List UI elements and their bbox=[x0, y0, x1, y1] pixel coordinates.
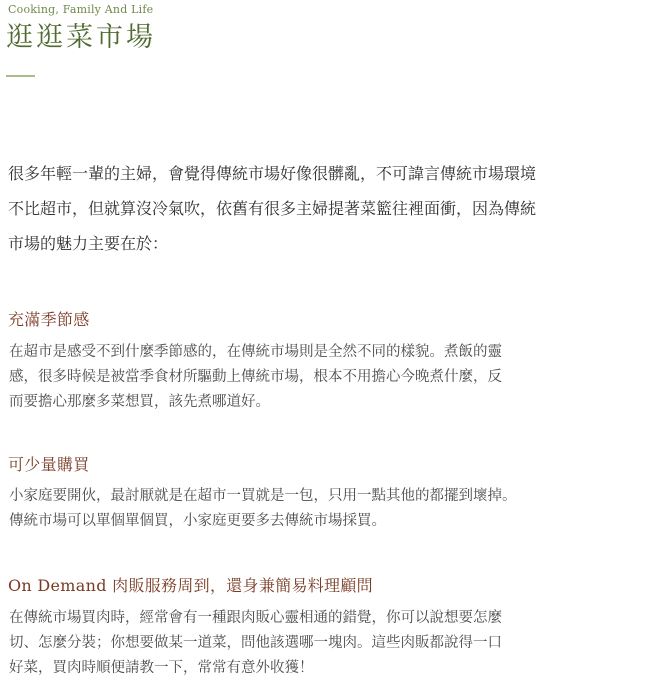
section-heading-butcher-service: On Demand 肉販服務周到，還身兼簡易料理顧問 bbox=[8, 576, 373, 595]
section-heading-seasonal: 充滿季節感 bbox=[8, 310, 90, 329]
intro-line: 市場的魅力主要在於： bbox=[8, 234, 169, 253]
section-body-butcher-service bbox=[9, 606, 609, 681]
section-body-line: 感，很多時候是被當季食材所驅動上傳統市場，根本不用擔心今晚煮什麼，反 bbox=[9, 369, 502, 385]
intro-line: 很多年輕一輩的主婦，會覺得傳統市場好像很髒亂，不可諱言傳統市場環境 bbox=[8, 164, 537, 183]
title-underline-divider bbox=[6, 75, 35, 77]
section-body-line: 切、怎麼分裝；你想要做某一道菜，問他該選哪一塊肉。這些肉販都說得一口 bbox=[9, 635, 502, 651]
section-body-line: 好菜，買肉時順便請教一下，常常有意外收獲！ bbox=[9, 660, 314, 676]
site-tagline: Cooking, Family And Life bbox=[8, 3, 154, 16]
section-body-line: 在超市是感受不到什麼季節感的，在傳統市場則是全然不同的樣貌。煮飯的靈 bbox=[9, 344, 502, 360]
section-body-line: 在傳統市場買肉時，經常會有一種跟肉販心靈相通的錯覺，你可以說想要怎麼 bbox=[9, 610, 502, 626]
page-title: 逛逛菜市場 bbox=[6, 22, 156, 53]
section-body-line: 傳統市場可以單個單個買，小家庭更要多去傳統市場採買。 bbox=[9, 513, 386, 529]
intro-paragraph bbox=[8, 156, 608, 261]
section-body-seasonal bbox=[9, 340, 609, 415]
section-body-line: 小家庭要開伙，最討厭就是在超市一買就是一包，只用一點其他的都擺到壞掉。 bbox=[9, 488, 517, 504]
section-body-small-quantity bbox=[9, 484, 609, 534]
section-body-line: 而要擔心那麼多菜想買，該先煮哪道好。 bbox=[9, 394, 270, 410]
section-heading-small-quantity: 可少量購買 bbox=[8, 455, 90, 474]
intro-line: 不比超市，但就算沒冷氣吹，依舊有很多主婦提著菜籃往裡面衝，因為傳統 bbox=[8, 199, 537, 218]
